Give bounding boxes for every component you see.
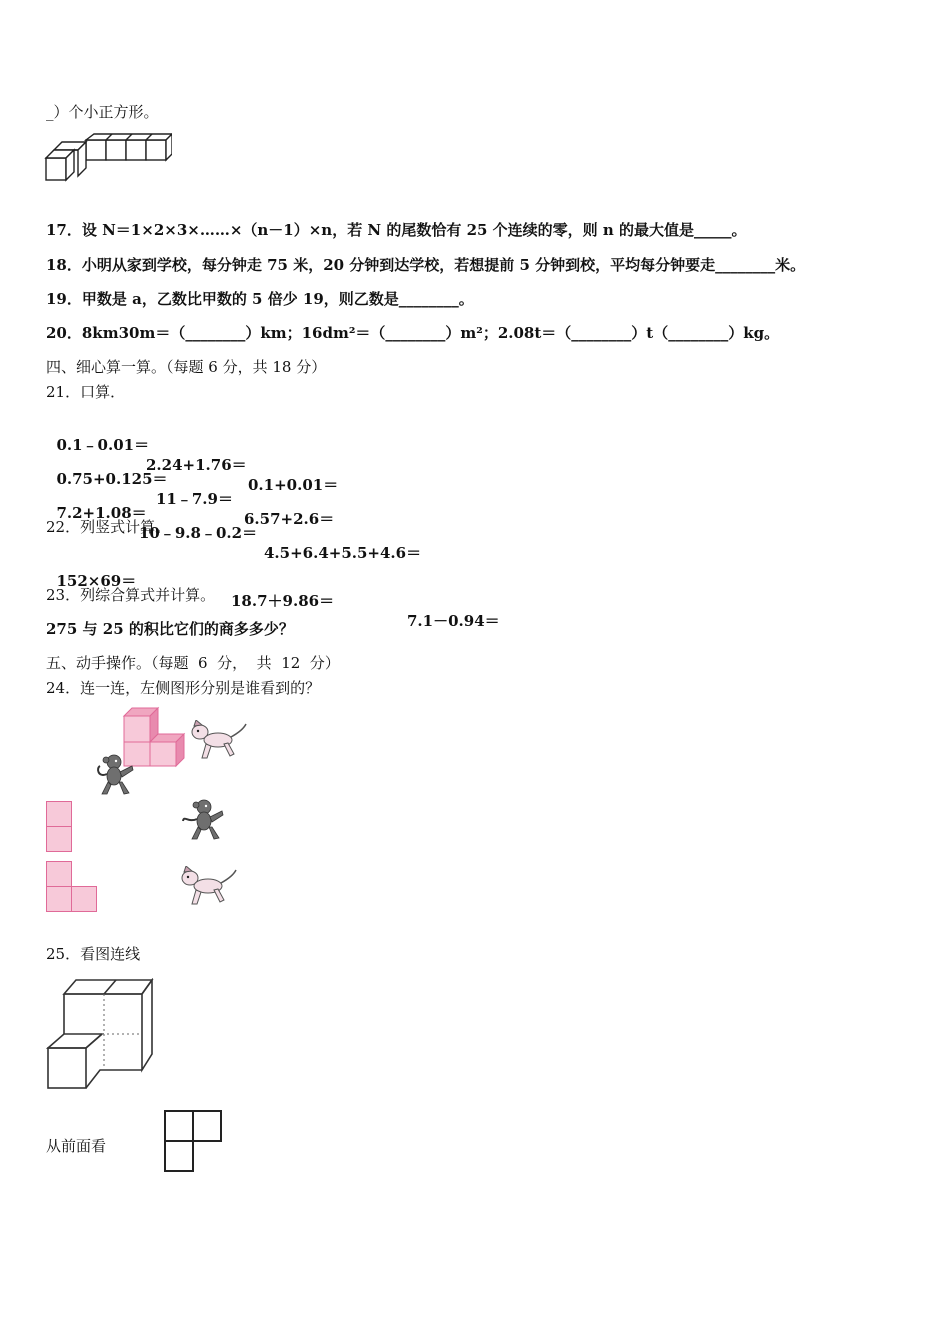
section5-heading: 五、动手操作。（每题 6 分， 共 12 分） [46, 654, 340, 672]
q21-item: 0.75+0.125＝ [56, 470, 168, 488]
view-shape-vertical [46, 801, 74, 853]
q21-item: 6.57+2.6＝ [244, 510, 335, 528]
q19-text: 19．甲数是 a，乙数比甲数的 5 倍少 19，则乙数是________。 [46, 290, 474, 308]
q22-item: 7.1－0.94＝ [407, 612, 500, 630]
q21-item: 2.24+1.76＝ [146, 456, 247, 474]
section4-heading: 四、细心算一算。（每题 6 分，共 18 分） [46, 358, 327, 376]
q21-item: 7.2+1.08＝ [56, 504, 147, 522]
q21-title: 21．口算． [46, 383, 126, 401]
q20-text: 20．8km30m＝（________）km；16dm²＝（________）m²；2.08t＝（________）t（________）kg。 [46, 324, 780, 342]
q18-text: 18．小明从家到学校，每分钟走 75 米，20 分钟到达学校，若想提前 5 分钟到校，平均每分钟要走________米。 [46, 256, 806, 274]
front-view-shape [162, 1108, 226, 1176]
q21-item: 0.1﹣0.01＝ [56, 436, 150, 454]
q25-title: 25．看图连线 [46, 945, 141, 963]
q17-text: 17．设 N＝1×2×3×……×（n－1）×n，若 N 的尾数恰有 25 个连续的零，则 n 的最大值是_____。 [46, 221, 747, 239]
cube-3d-figure [46, 978, 158, 1094]
q22-title: 22．列竖式计算。 [46, 518, 171, 536]
q21-item: 0.1+0.01＝ [248, 476, 339, 494]
view-shape-l [46, 861, 100, 913]
q23-title: 23．列综合算式并计算。 [46, 586, 216, 604]
q21-item: 11﹣7.9＝ [156, 490, 233, 508]
dog-icon [180, 866, 238, 910]
q24-title: 24．连一连，左侧图形分别是谁看到的？ [46, 679, 321, 697]
q22-item: 152×69＝ [56, 572, 137, 590]
cube-row-figure [44, 132, 172, 184]
q23-text: 275 与 25 的积比它们的商多多少？ [46, 620, 294, 638]
monkey-icon [180, 797, 226, 843]
dog-icon [190, 720, 248, 764]
q25-label: 从前面看 [46, 1137, 107, 1155]
q22-item: 18.7＋9.86＝ [231, 592, 335, 610]
q21-item: 10﹣9.8﹣0.2＝ [139, 524, 258, 542]
q21-item: 4.5+6.4+5.5+4.6＝ [264, 544, 422, 562]
q16-tail: _）个小正方形。 [46, 103, 159, 121]
monkey-icon [92, 752, 138, 798]
